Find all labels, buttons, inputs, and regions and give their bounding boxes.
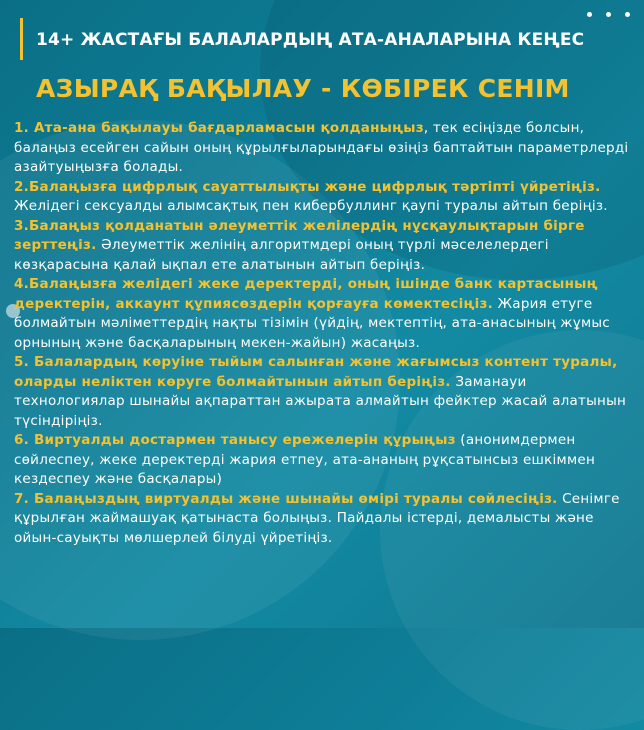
list-item xyxy=(14,490,636,549)
dot xyxy=(587,12,592,17)
item-heading: 5. Балалардың көруіне тыйым салынған және жағымсыз контент туралы, оларды неліктен көруге болмайтынын айтып беріңіз. xyxy=(14,354,618,390)
list-item xyxy=(14,431,636,490)
item-heading: 3.Балаңыз қолданатын әлеуметтік желілердің нұсқаулықтарын бірге зерттеңіз. xyxy=(14,217,585,253)
more-dots-icon[interactable] xyxy=(587,12,630,17)
list-item xyxy=(14,178,636,217)
item-heading: 6. Виртуалды достармен танысу ережелерін құрыңыз xyxy=(14,432,456,448)
list-item xyxy=(14,119,636,178)
item-text: Желідегі сексуалды алымсақтық пен кибербуллинг қаупі туралы айтып беріңіз. xyxy=(14,198,608,214)
dot xyxy=(606,12,611,17)
item-text: Заманауи технологиялар шынайы ақпараттан ажырата алмайтын фейктер жасай алатынын түсіндіріңіз. xyxy=(14,373,627,429)
accent-line xyxy=(20,18,23,60)
item-text: Сенімге құрылған жаймашуақ қатынаста болыңыз. Пайдалы істерді, демалысты және ойын-сауықты мөлшерлей білуді үйретіңіз. xyxy=(14,490,620,546)
item-heading: 7. Балаңыздың виртуалды және шынайы өмірі туралы сөйлесіңіз. xyxy=(14,490,558,507)
post-title: АЗЫРАҚ БАҚЫЛАУ - КӨБІРЕК СЕНІМ xyxy=(36,74,570,103)
list-item xyxy=(14,275,636,353)
list-item xyxy=(14,353,636,431)
item-heading: 2.Балаңызға цифрлық сауаттылықты және цифрлық тәртіпті үйретіңіз. xyxy=(14,178,601,195)
list-item xyxy=(14,217,636,276)
item-heading: 4.Балаңызға желідегі жеке деректерді, оның ішінде банк картасының деректерін, аккаунт құпиясөздерін қорғауға көмектесіңіз. xyxy=(14,276,598,312)
advice-list xyxy=(14,119,636,548)
item-text: Әлеуметтік желінің алгоритмдері оның түрлі мәселелердегі көзқарасына қалай ықпал ете алатынын айтып беріңіз. xyxy=(14,237,549,273)
dot xyxy=(625,12,630,17)
item-text: Жария етуге болмайтын мәліметтердің нақты тізімін (үйдің, мектептің, ата-анасының жұмыс орнының және басқаларының мекен-жайын) жасаңыз. xyxy=(14,295,610,351)
item-heading: 1. Ата-ана бақылауы бағдарламасын қолданыңыз xyxy=(14,120,424,136)
item-text: (анонимдермен сөйлеспеу, жеке деректерді жария етпеу, ата-ананың рұқсатынсыз ешкіммен кездеспеу және басқалары) xyxy=(14,432,596,487)
post-header: 14+ ЖАСТАҒЫ БАЛАЛАРДЫҢ АТА-АНАЛАРЫНА КЕҢЕС xyxy=(36,30,585,50)
item-text: , тек есіңізде болсын, балаңыз есейген сайын оның құрылғыларындағы өзіңіз баптайтын параметрлерді азайтуыңызға болады. xyxy=(14,120,629,175)
